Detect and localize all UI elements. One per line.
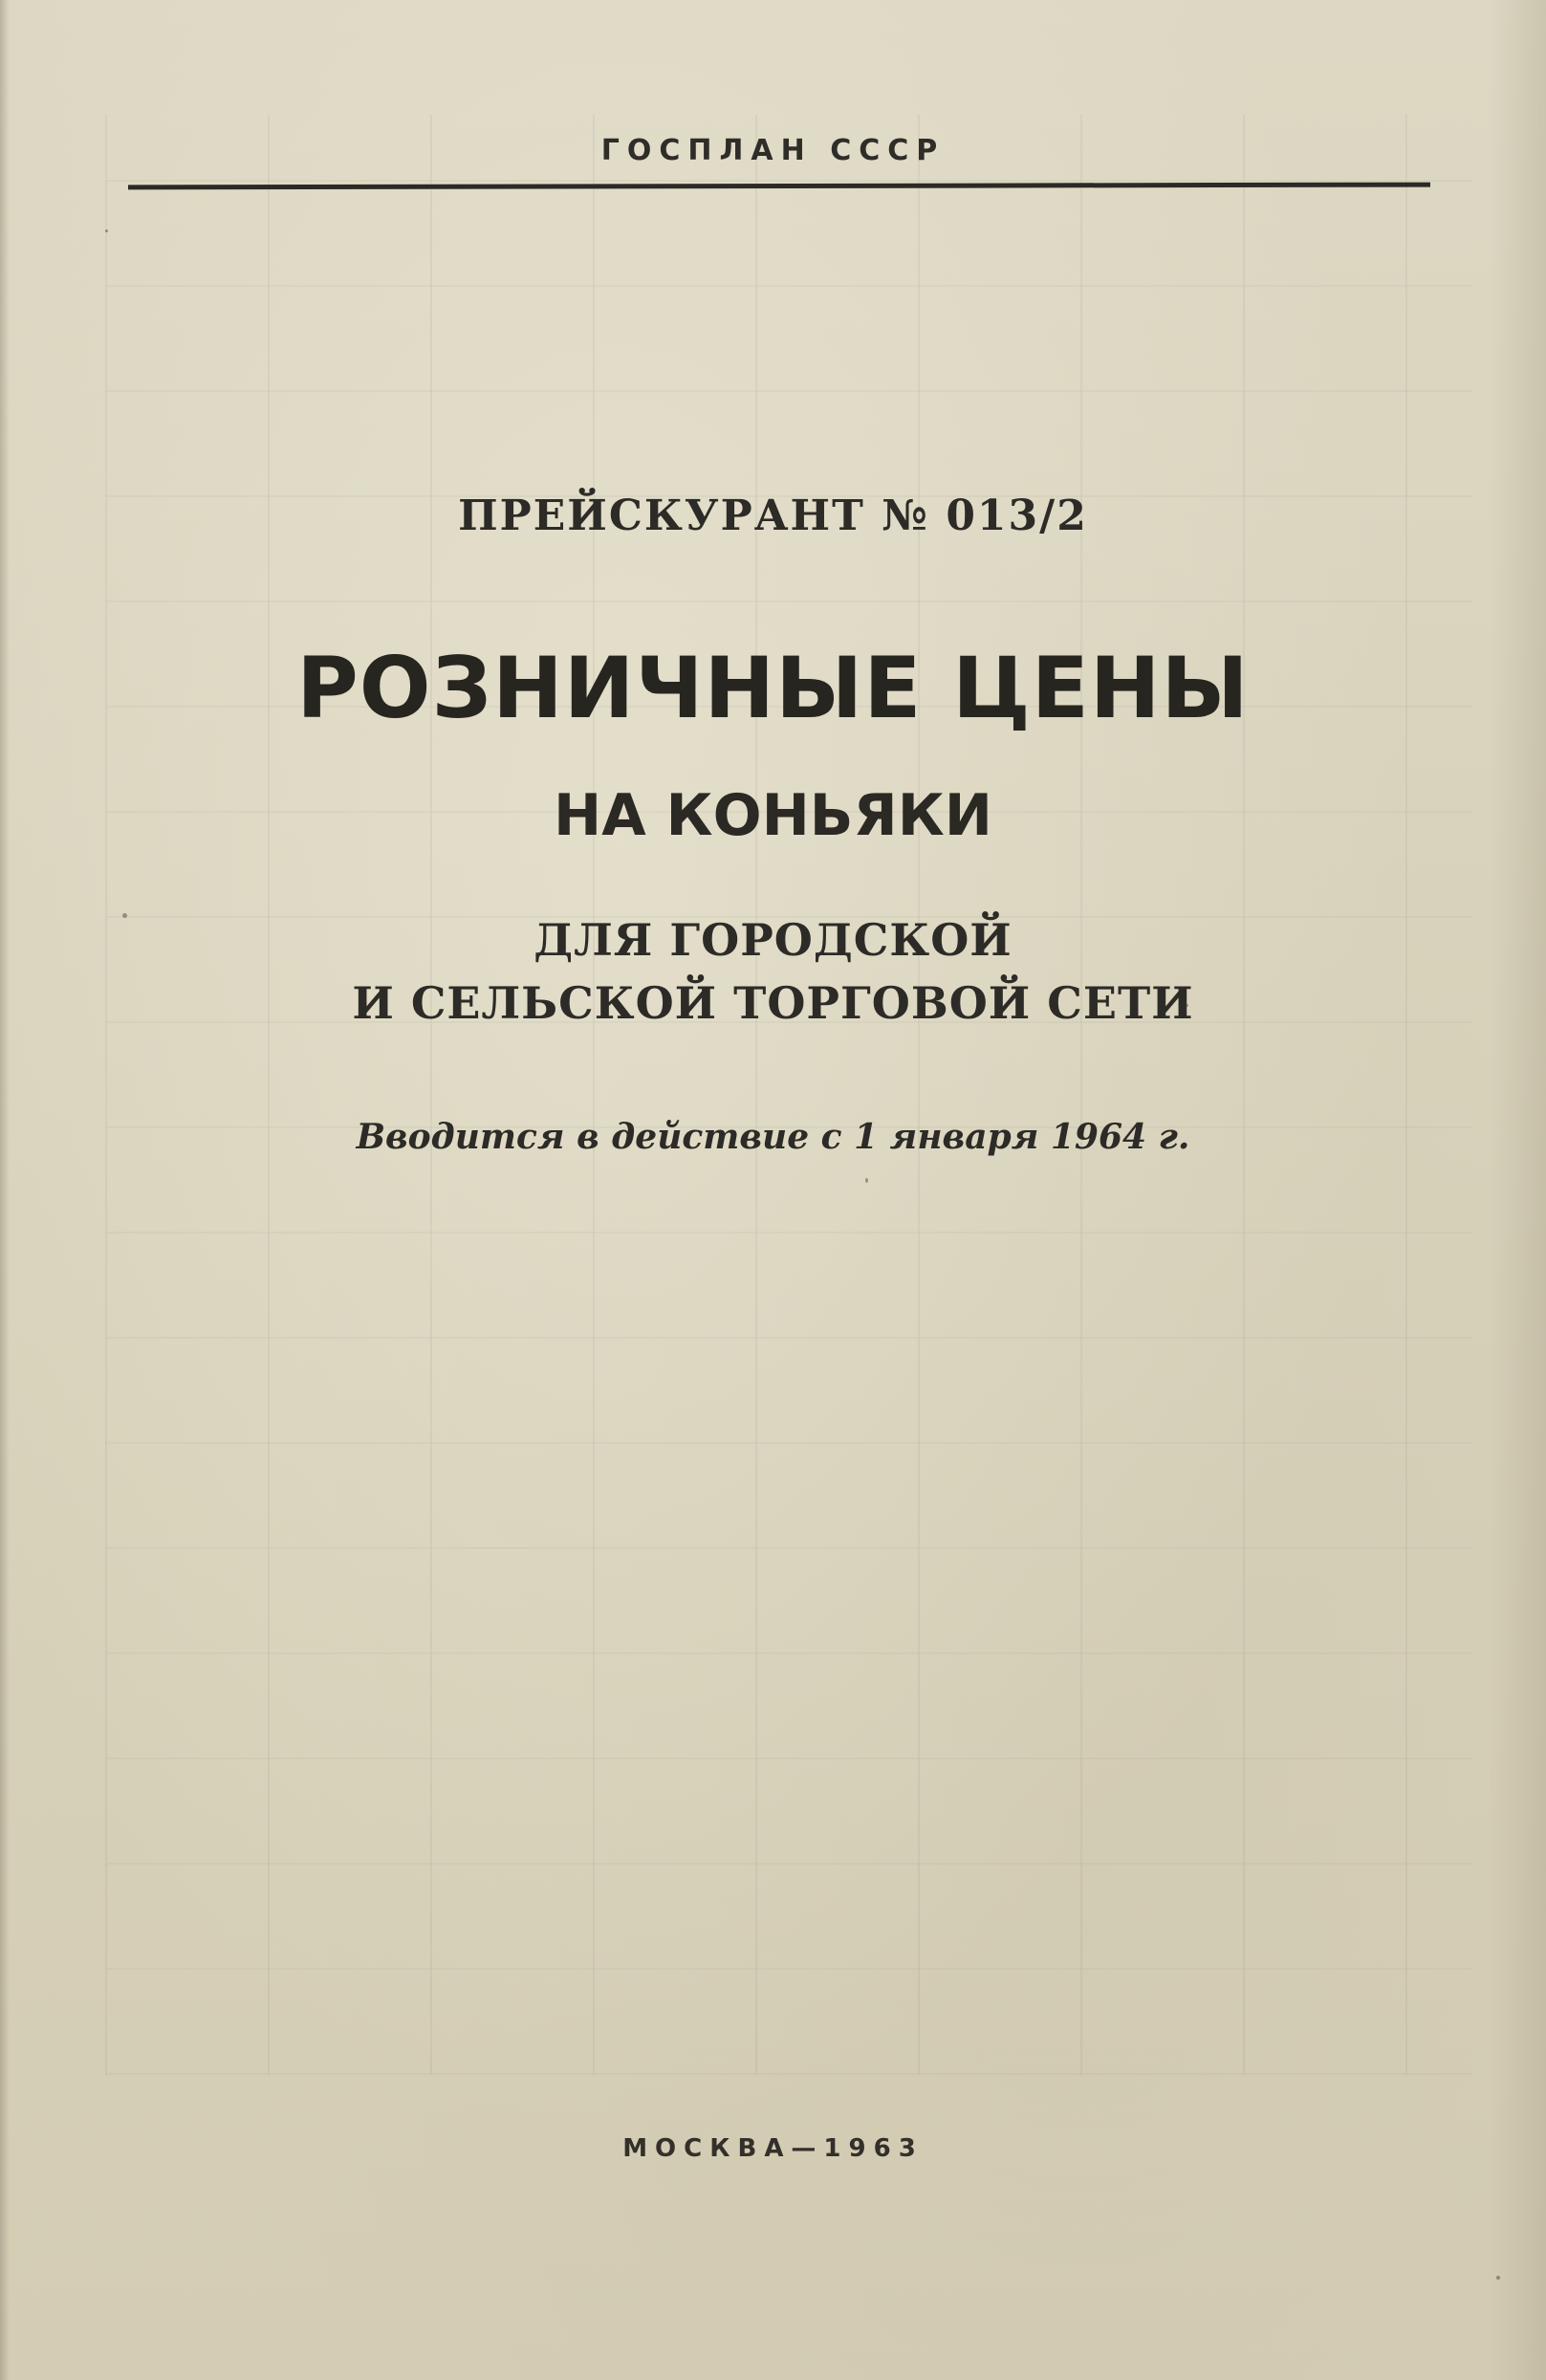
publication-place-year: МОСКВА—1963 bbox=[622, 2134, 924, 2163]
publisher-header: ГОСПЛАН СССР bbox=[600, 134, 946, 167]
trade-network-line-2: И СЕЛЬСКОЙ ТОРГОВОЙ СЕТИ bbox=[352, 977, 1194, 1029]
document-title: РОЗНИЧНЫЕ ЦЕНЫ bbox=[296, 639, 1250, 737]
effective-date: Вводится в действие с 1 января 1964 г. bbox=[356, 1117, 1190, 1157]
document-subtitle: НА КОНЬЯКИ bbox=[554, 782, 992, 849]
page-edge-shadow bbox=[1489, 0, 1546, 2380]
trade-network-line-1: ДЛЯ ГОРОДСКОЙ bbox=[533, 914, 1013, 966]
show-through-texture bbox=[105, 115, 1472, 2075]
pricelist-number: ПРЕЙСКУРАНТ № 013/2 bbox=[458, 491, 1088, 540]
trade-network bbox=[0, 908, 1546, 1035]
binding-edge bbox=[0, 0, 10, 2380]
